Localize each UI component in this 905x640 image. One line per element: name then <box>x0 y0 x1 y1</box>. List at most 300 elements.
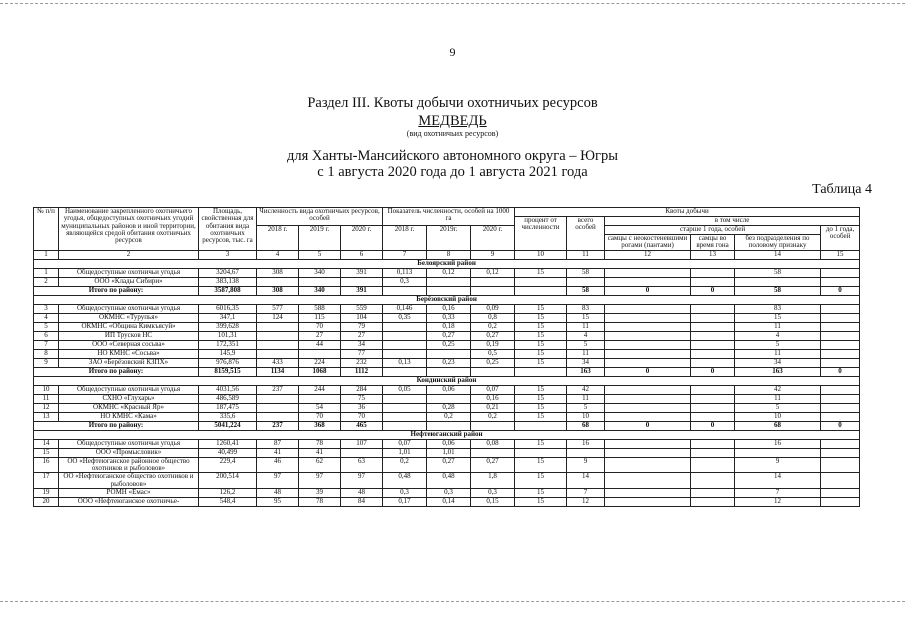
table-cell <box>735 277 821 286</box>
total-row <box>34 286 860 295</box>
table-row <box>34 448 860 457</box>
table-cell: 200,514 <box>199 473 257 489</box>
table-cell: 0,2 <box>471 412 515 421</box>
table-cell: 4 <box>34 313 59 322</box>
table-cell: 391 <box>341 268 383 277</box>
table-cell <box>605 457 691 473</box>
table-cell: 12 <box>567 498 605 507</box>
table-cell: 15 <box>515 439 567 448</box>
table-cell: 10 <box>34 385 59 394</box>
table-cell: 84 <box>341 498 383 507</box>
total-cell <box>471 421 515 430</box>
table-cell: 12 <box>735 498 821 507</box>
table-cell <box>821 457 860 473</box>
table-cell: 20 <box>34 498 59 507</box>
total-label: Итого по району: <box>34 286 199 295</box>
table-cell: 107 <box>341 439 383 448</box>
table-cell: 0,2 <box>383 457 427 473</box>
table-cell <box>383 331 427 340</box>
table-cell <box>691 304 735 313</box>
hunting-ground-name: Общедоступные охотничьи угодья <box>59 385 199 394</box>
table-cell: 14 <box>735 473 821 489</box>
table-cell <box>821 385 860 394</box>
hunting-ground-name: ООО «Промысловик» <box>59 448 199 457</box>
table-cell: 0,16 <box>471 394 515 403</box>
table-cell <box>691 403 735 412</box>
total-cell: 163 <box>567 367 605 376</box>
table-cell: 15 <box>515 394 567 403</box>
table-cell <box>691 313 735 322</box>
table-cell <box>691 331 735 340</box>
header-percent: процент от численности <box>515 217 567 251</box>
table-cell <box>605 489 691 498</box>
table-cell: 62 <box>299 457 341 473</box>
table-cell: 34 <box>567 358 605 367</box>
table-cell: 347,1 <box>199 313 257 322</box>
hunting-ground-name: Общедоступные охотничьи угодья <box>59 268 199 277</box>
table-cell: 0,07 <box>383 439 427 448</box>
table-cell <box>821 498 860 507</box>
table-cell: 15 <box>515 340 567 349</box>
table-cell <box>821 394 860 403</box>
total-row <box>34 421 860 430</box>
table-label: Таблица 4 <box>812 182 872 197</box>
table-cell: 15 <box>515 489 567 498</box>
header-with-young: самцы с неокостеневшими рогами (пантами) <box>605 235 691 251</box>
table-cell <box>257 412 299 421</box>
page-number: 9 <box>449 45 456 59</box>
table-cell: 0,5 <box>471 349 515 358</box>
scan-edge-bottom <box>0 601 905 602</box>
table-cell: 9 <box>567 457 605 473</box>
table-cell: 229,4 <box>199 457 257 473</box>
table-cell <box>691 268 735 277</box>
table-cell: 83 <box>567 304 605 313</box>
table-cell <box>691 340 735 349</box>
table-cell: 383,138 <box>199 277 257 286</box>
quota-table-body <box>34 208 860 507</box>
header-y2019: 2019 г. <box>299 226 341 251</box>
table-cell: 7 <box>567 489 605 498</box>
total-cell <box>515 367 567 376</box>
table-cell <box>427 394 471 403</box>
table-cell <box>605 412 691 421</box>
total-label: Итого по району: <box>34 421 199 430</box>
section-title: Раздел III. Квоты добычи охотничьих ресурсов <box>307 95 598 111</box>
table-cell: 7 <box>34 340 59 349</box>
table-cell: 83 <box>735 304 821 313</box>
table-cell: 70 <box>341 412 383 421</box>
table-cell <box>383 340 427 349</box>
table-cell <box>605 277 691 286</box>
table-cell: 224 <box>299 358 341 367</box>
table-cell: 559 <box>341 304 383 313</box>
table-cell: 0,05 <box>383 385 427 394</box>
hunting-ground-name: Общедоступные охотничьи угодья <box>59 304 199 313</box>
table-cell: 548,4 <box>199 498 257 507</box>
col-num: 14 <box>735 250 821 259</box>
total-cell: 308 <box>257 286 299 295</box>
col-num: 6 <box>341 250 383 259</box>
table-cell: 588 <box>299 304 341 313</box>
table-cell: 7 <box>735 489 821 498</box>
table-cell <box>257 331 299 340</box>
col-num: 1 <box>34 250 59 259</box>
header-total: всего особей <box>567 217 605 251</box>
table-cell <box>299 349 341 358</box>
table-cell: 16 <box>34 457 59 473</box>
table-cell <box>605 448 691 457</box>
table-cell: 0,25 <box>427 340 471 349</box>
table-cell: 97 <box>257 473 299 489</box>
table-cell <box>383 394 427 403</box>
table-cell <box>299 277 341 286</box>
column-number-row <box>34 250 860 259</box>
table-cell: 79 <box>341 322 383 331</box>
table-cell: 4031,56 <box>199 385 257 394</box>
table-cell <box>567 277 605 286</box>
total-cell: 391 <box>341 286 383 295</box>
table-cell: 0,07 <box>471 385 515 394</box>
table-cell <box>605 385 691 394</box>
total-cell: 0 <box>605 421 691 430</box>
header-young: до 1 года, особей <box>821 226 860 251</box>
table-cell <box>605 358 691 367</box>
period-line: с 1 августа 2020 года до 1 августа 2021 года <box>317 164 588 180</box>
table-cell <box>605 331 691 340</box>
table-cell: 0,3 <box>383 277 427 286</box>
col-num: 5 <box>299 250 341 259</box>
table-cell: 9 <box>34 358 59 367</box>
table-cell <box>515 448 567 457</box>
table-cell: 11 <box>567 322 605 331</box>
table-cell: 577 <box>257 304 299 313</box>
table-cell: 3 <box>34 304 59 313</box>
table-cell: 75 <box>341 394 383 403</box>
table-cell <box>471 448 515 457</box>
table-cell: 16 <box>567 439 605 448</box>
col-num: 9 <box>471 250 515 259</box>
table-cell: 10 <box>735 412 821 421</box>
table-cell <box>427 277 471 286</box>
table-cell: 87 <box>257 439 299 448</box>
total-cell: 1134 <box>257 367 299 376</box>
col-num: 4 <box>257 250 299 259</box>
table-cell: 39 <box>299 489 341 498</box>
col-num: 11 <box>567 250 605 259</box>
table-cell <box>383 349 427 358</box>
table-cell: 187,475 <box>199 403 257 412</box>
table-cell: 0,27 <box>427 331 471 340</box>
total-cell: 237 <box>257 421 299 430</box>
table-cell <box>605 304 691 313</box>
table-row <box>34 412 860 421</box>
table-cell <box>383 412 427 421</box>
table-row <box>34 439 860 448</box>
table-cell: 0,28 <box>427 403 471 412</box>
total-cell: 0 <box>605 286 691 295</box>
total-cell: 0 <box>821 421 860 430</box>
table-cell <box>605 322 691 331</box>
header-population: Численность вида охотничьих ресурсов, особей <box>257 208 383 226</box>
table-cell: 284 <box>341 385 383 394</box>
table-cell: 104 <box>341 313 383 322</box>
table-cell: 5 <box>567 340 605 349</box>
header-d2019: 2019г. <box>427 226 471 251</box>
table-cell: 976,876 <box>199 358 257 367</box>
table-cell: 11 <box>735 349 821 358</box>
col-num: 8 <box>427 250 471 259</box>
table-cell: 11 <box>735 322 821 331</box>
hunting-ground-name: ОКМНС «Турупья» <box>59 313 199 322</box>
total-cell: 5041,224 <box>199 421 257 430</box>
table-cell: 58 <box>735 268 821 277</box>
header-d2018: 2018 г. <box>383 226 427 251</box>
hunting-ground-name: РОМН «Емас» <box>59 489 199 498</box>
table-cell: 0,33 <box>427 313 471 322</box>
table-cell: 0,146 <box>383 304 427 313</box>
header-no-sex: без подразделения по половому признаку <box>735 235 821 251</box>
table-cell: 115 <box>299 313 341 322</box>
table-row <box>34 304 860 313</box>
hunting-ground-name: ООО «Клады Сибири» <box>59 277 199 286</box>
table-cell: 486,589 <box>199 394 257 403</box>
table-cell: 14 <box>567 473 605 489</box>
table-cell: 0,27 <box>427 457 471 473</box>
header-name: Наименование закрепленного охотничьего угодья, общедоступных охотничьих угодий муниципальных районов и иной территории, являющейся средой обитания охотничьих ресурсов <box>59 208 199 251</box>
total-cell: 340 <box>299 286 341 295</box>
table-cell: 14 <box>34 439 59 448</box>
total-cell: 0 <box>691 286 735 295</box>
table-cell <box>257 403 299 412</box>
table-cell: 40,499 <box>199 448 257 457</box>
table-cell: 0,21 <box>471 403 515 412</box>
region-name: Кондинский район <box>34 376 860 385</box>
hunting-ground-name: СХНО «Глухарь» <box>59 394 199 403</box>
table-cell: 58 <box>567 268 605 277</box>
table-cell <box>605 340 691 349</box>
table-cell <box>691 439 735 448</box>
table-cell <box>383 322 427 331</box>
table-cell <box>821 349 860 358</box>
region-name: Берёзовский район <box>34 295 860 304</box>
table-cell: 1260,41 <box>199 439 257 448</box>
col-num: 3 <box>199 250 257 259</box>
table-cell: 10 <box>567 412 605 421</box>
table-cell: 15 <box>34 448 59 457</box>
table-cell <box>735 448 821 457</box>
table-cell <box>821 358 860 367</box>
table-cell: 15 <box>515 331 567 340</box>
table-cell: 17 <box>34 473 59 489</box>
hunting-ground-name: НО КМНС «Кама» <box>59 412 199 421</box>
table-cell: 0,13 <box>383 358 427 367</box>
table-cell: 78 <box>299 498 341 507</box>
total-cell: 58 <box>567 286 605 295</box>
table-cell <box>821 313 860 322</box>
table-cell: 15 <box>735 313 821 322</box>
hunting-ground-name: НО КМНС «Сосьва» <box>59 349 199 358</box>
table-cell: 0,8 <box>471 313 515 322</box>
table-row <box>34 349 860 358</box>
region-row <box>34 430 860 439</box>
table-cell <box>605 439 691 448</box>
total-cell: 1112 <box>341 367 383 376</box>
table-cell <box>605 268 691 277</box>
table-cell: 5 <box>735 340 821 349</box>
col-num: 10 <box>515 250 567 259</box>
table-cell: 97 <box>299 473 341 489</box>
table-cell: 244 <box>299 385 341 394</box>
table-cell <box>257 340 299 349</box>
table-cell: 1,01 <box>427 448 471 457</box>
table-row <box>34 277 860 286</box>
table-cell: 399,628 <box>199 322 257 331</box>
table-cell: 15 <box>515 385 567 394</box>
table-cell <box>821 489 860 498</box>
table-cell: 126,2 <box>199 489 257 498</box>
table-cell: 44 <box>299 340 341 349</box>
region-line: для Ханты-Мансийского автономного округа – Югры <box>286 148 618 164</box>
table-cell: 335,6 <box>199 412 257 421</box>
table-cell: 237 <box>257 385 299 394</box>
region-name: Нефтеюганский район <box>34 430 860 439</box>
total-cell <box>427 421 471 430</box>
table-row <box>34 498 860 507</box>
table-row <box>34 358 860 367</box>
table-row <box>34 268 860 277</box>
hunting-ground-name: ООО «Северная сосьва» <box>59 340 199 349</box>
table-cell <box>821 412 860 421</box>
species-name: МЕДВЕДЬ <box>418 113 487 129</box>
table-cell <box>691 489 735 498</box>
header-y2020: 2020 г. <box>341 226 383 251</box>
table-cell: 0,2 <box>471 322 515 331</box>
table-cell: 70 <box>299 322 341 331</box>
table-row <box>34 385 860 394</box>
hunting-ground-name: ОО «Нефтеюганское районное общество охотников и рыболовов» <box>59 457 199 473</box>
table-cell: 4 <box>567 331 605 340</box>
table-cell: 78 <box>299 439 341 448</box>
table-cell: 2 <box>34 277 59 286</box>
table-cell: 12 <box>34 403 59 412</box>
table-cell: 8 <box>34 349 59 358</box>
table-cell <box>691 473 735 489</box>
table-cell <box>383 403 427 412</box>
table-cell: 5 <box>34 322 59 331</box>
table-cell: 63 <box>341 457 383 473</box>
total-row <box>34 367 860 376</box>
table-cell: 101,31 <box>199 331 257 340</box>
total-cell: 1068 <box>299 367 341 376</box>
table-cell: 42 <box>567 385 605 394</box>
total-cell <box>515 286 567 295</box>
table-cell: 0,3 <box>383 489 427 498</box>
table-cell: 0,19 <box>471 340 515 349</box>
table-cell: 41 <box>299 448 341 457</box>
total-cell: 0 <box>605 367 691 376</box>
table-cell: 15 <box>515 304 567 313</box>
header-d2020: 2020 г. <box>471 226 515 251</box>
total-cell <box>383 286 427 295</box>
region-name: Белоярский район <box>34 259 860 268</box>
table-cell <box>605 349 691 358</box>
table-cell: 48 <box>257 489 299 498</box>
table-cell <box>821 322 860 331</box>
table-cell <box>691 412 735 421</box>
table-cell: 15 <box>567 313 605 322</box>
table-row <box>34 340 860 349</box>
table-cell: 0,06 <box>427 385 471 394</box>
table-cell: 15 <box>515 313 567 322</box>
table-cell: 13 <box>34 412 59 421</box>
table-cell: 340 <box>299 268 341 277</box>
table-cell <box>605 473 691 489</box>
total-cell: 0 <box>691 367 735 376</box>
total-cell: 58 <box>735 286 821 295</box>
table-cell <box>821 439 860 448</box>
col-num: 2 <box>59 250 199 259</box>
table-cell: 0,23 <box>427 358 471 367</box>
table-cell: 0,25 <box>471 358 515 367</box>
table-cell: 0,15 <box>471 498 515 507</box>
table-cell <box>691 358 735 367</box>
total-cell: 0 <box>821 367 860 376</box>
hunting-ground-name: ООО «Нефтеюганское охотничье- <box>59 498 199 507</box>
table-row <box>34 489 860 498</box>
table-cell: 3204,67 <box>199 268 257 277</box>
table-cell <box>299 394 341 403</box>
total-cell: 68 <box>567 421 605 430</box>
header-area: Площадь, свойственная для обитания вида охотничьих ресурсов, тыс. га <box>199 208 257 251</box>
table-cell <box>821 268 860 277</box>
table-row <box>34 457 860 473</box>
table-cell <box>691 385 735 394</box>
table-cell: 15 <box>515 457 567 473</box>
table-cell: 308 <box>257 268 299 277</box>
table-cell: 36 <box>341 403 383 412</box>
table-cell <box>821 340 860 349</box>
table-cell: 0,3 <box>427 489 471 498</box>
table-cell: 0,18 <box>427 322 471 331</box>
col-num: 15 <box>821 250 860 259</box>
hunting-ground-name: ОКМНС «Красный Яр» <box>59 403 199 412</box>
table-cell: 0,16 <box>427 304 471 313</box>
table-cell: 0,14 <box>427 498 471 507</box>
table-cell: 1,01 <box>383 448 427 457</box>
table-cell <box>257 349 299 358</box>
table-cell: 172,351 <box>199 340 257 349</box>
table-cell: 0,09 <box>471 304 515 313</box>
header-quota: Квоты добычи <box>515 208 860 217</box>
region-row <box>34 376 860 385</box>
table-cell: 1 <box>34 268 59 277</box>
header-density: Показатель численности, особей на 1000 га <box>383 208 515 226</box>
table-cell: 15 <box>515 349 567 358</box>
table-cell: 41 <box>257 448 299 457</box>
table-cell <box>257 394 299 403</box>
table-cell <box>341 277 383 286</box>
table-cell: 0,12 <box>471 268 515 277</box>
total-cell <box>471 286 515 295</box>
table-cell: 0,12 <box>427 268 471 277</box>
header-rut: самцы во время гона <box>691 235 735 251</box>
table-cell: 5 <box>735 403 821 412</box>
quota-table <box>33 207 860 507</box>
table-cell <box>257 322 299 331</box>
table-cell <box>821 473 860 489</box>
region-row <box>34 295 860 304</box>
